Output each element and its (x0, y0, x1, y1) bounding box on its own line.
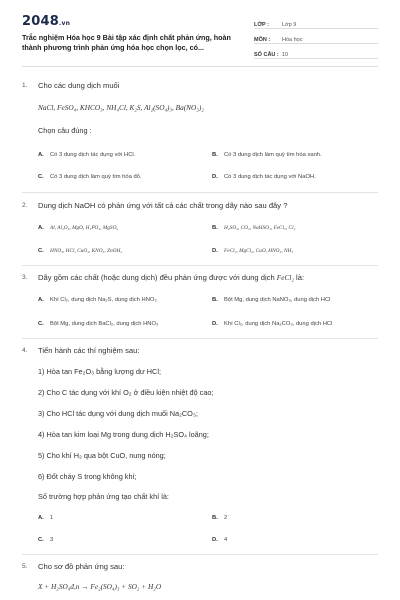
question-formula: NaCl, FeSO₄, KHCO₃, NH₄Cl, K₂S, Al₂(SO₄)₃, Ba(NO₃)₂ (38, 103, 204, 112)
option-text: Bột Mg, dung dịch NaNO₃, dung dịch HCl (224, 297, 331, 303)
option-d[interactable] (212, 174, 316, 180)
option-c[interactable] (38, 248, 122, 254)
question-text: Dung dịch NaOH có phản ứng với tất cả các chất trong dãy nào sau đây ? (38, 201, 288, 210)
question-prompt: Số trường hợp phản ứng tạo chất khí là: (38, 492, 169, 501)
meta-label: MÔN : (254, 37, 271, 43)
option-letter: A. (38, 297, 44, 303)
option-b[interactable] (212, 225, 295, 231)
option-text: 3 (50, 537, 54, 543)
option-letter: A. (38, 152, 44, 158)
option-text: Có 3 dung dịch làm quỳ tím hóa đỏ. (50, 174, 142, 180)
option-letter: B. (212, 225, 218, 231)
option-a[interactable] (38, 152, 135, 158)
question-divider (22, 338, 378, 339)
experiment-item: 6) Đốt cháy S trong không khí; (38, 472, 137, 481)
option-c[interactable] (38, 174, 142, 180)
question-divider (22, 554, 378, 555)
option-letter: A. (38, 515, 44, 521)
meta-value: 10 (282, 52, 289, 58)
option-text: FeCl₃, MgCl₂, CuO, HNO₃, NH₃ (224, 248, 294, 254)
question-divider (22, 192, 378, 193)
question-number: 5. (22, 563, 28, 570)
header (0, 0, 400, 70)
question-4 (22, 346, 382, 356)
question-1 (22, 81, 382, 91)
option-a[interactable] (38, 515, 53, 521)
option-text: Có 3 dung dịch tác dụng với HCl. (50, 152, 136, 158)
question-5 (22, 562, 382, 572)
option-letter: D. (212, 537, 218, 543)
experiment-item: 3) Cho HCl tác dụng với dung dịch muối Na₂CO₃; (38, 409, 198, 418)
option-text: Bột Mg, dung dịch BaCl₂, dung dịch HNO₃ (50, 321, 159, 327)
site-logo[interactable] (22, 14, 70, 29)
document-title: Trắc nghiệm Hóa học 9 Bài tập xác định chất phản ứng, hoàn thành phương trình phản ứng hóa học chọn lọc, có... (22, 33, 231, 52)
question-text-pre: Dãy gồm các chất (hoặc dung dịch) đều phản ứng được với dung dịch (38, 273, 277, 282)
option-a[interactable] (38, 225, 118, 231)
experiment-item: 1) Hòa tan Fe₂O₃ bằng lượng dư HCl; (38, 367, 161, 376)
option-letter: C. (38, 321, 44, 327)
logo-suffix: .vn (58, 20, 71, 27)
option-d[interactable] (212, 537, 227, 543)
option-letter: C. (38, 174, 44, 180)
meta-row-count (254, 44, 378, 59)
option-letter: C. (38, 248, 44, 254)
option-letter: A. (38, 225, 44, 231)
meta-value: Hóa học (282, 37, 303, 43)
question-prompt: Chọn câu đúng : (38, 126, 92, 135)
option-text: 2 (224, 515, 228, 521)
question-text-post: là: (293, 273, 305, 282)
option-letter: B. (212, 152, 218, 158)
experiment-item: 2) Cho C tác dụng với khí O₂ ở điều kiện nhiệt độ cao; (38, 388, 214, 397)
option-text: Có 3 dung dịch tác dụng với NaOH. (224, 174, 316, 180)
question-number: 4. (22, 347, 28, 354)
option-letter: D. (212, 248, 218, 254)
experiment-item: 4) Hòa tan kim loại Mg trong dung dịch H₂SO₄ loãng; (38, 430, 209, 439)
question-text: Tiến hành các thí nghiệm sau: (38, 346, 140, 355)
logo-main: 2048 (22, 14, 59, 29)
option-letter: D. (212, 174, 218, 180)
question-text (38, 273, 382, 283)
question-3 (22, 273, 382, 283)
option-b[interactable] (212, 152, 322, 158)
option-d[interactable] (212, 321, 332, 327)
option-text: Khí Cl₂, dung dịch Na₂S, dung dịch HNO₃ (50, 297, 157, 303)
question-divider (22, 265, 378, 266)
option-text: Có 3 dung dịch làm quỳ tím hóa xanh. (224, 152, 322, 158)
option-a[interactable] (38, 297, 157, 303)
option-text: 4 (224, 537, 228, 543)
option-b[interactable] (212, 297, 330, 303)
experiment-item: 5) Cho khí H₂ qua bột CuO, nung nóng; (38, 451, 166, 460)
question-number: 3. (22, 274, 28, 281)
header-divider (22, 66, 378, 67)
meta-label: LỚP : (254, 22, 269, 28)
option-text: 1 (50, 515, 54, 521)
option-letter: B. (212, 297, 218, 303)
option-letter: B. (212, 515, 218, 521)
option-letter: D. (212, 321, 218, 327)
question-number: 2. (22, 202, 28, 209)
question-2 (22, 201, 382, 211)
meta-row-grade (254, 14, 378, 29)
option-text: Al, Al₂O₃, MgO, H₃PO₄, MgSO₄ (50, 225, 119, 231)
option-letter: C. (38, 537, 44, 543)
meta-label: SỐ CÂU : (254, 52, 279, 58)
option-b[interactable] (212, 515, 227, 521)
question-number: 1. (22, 82, 28, 89)
option-text: Khí Cl₂, dung dịch Na₂CO₃, dung dịch HCl (224, 321, 333, 327)
meta-value: Lớp 9 (282, 22, 297, 28)
question-chem: FeCl₂ (276, 273, 294, 282)
meta-row-subject (254, 29, 378, 44)
option-c[interactable] (38, 321, 158, 327)
option-text: HNO₃, HCl, CuO₄, KNO₃, ZnOH₂ (50, 248, 123, 254)
option-text: H₂SO₄, CO₂, NaHSO₃, FeCl₂, Cl₂ (224, 225, 296, 231)
reaction-formula: X + H₂SO₄đ,n → Fe₂(SO₄)₃ + SO₂ + H₂O (38, 582, 162, 591)
option-d[interactable] (212, 248, 293, 254)
question-text: Cho các dung dịch muối (38, 81, 120, 90)
question-text: Cho sơ đồ phản ứng sau: (38, 562, 125, 571)
meta-table (254, 14, 378, 59)
option-c[interactable] (38, 537, 53, 543)
